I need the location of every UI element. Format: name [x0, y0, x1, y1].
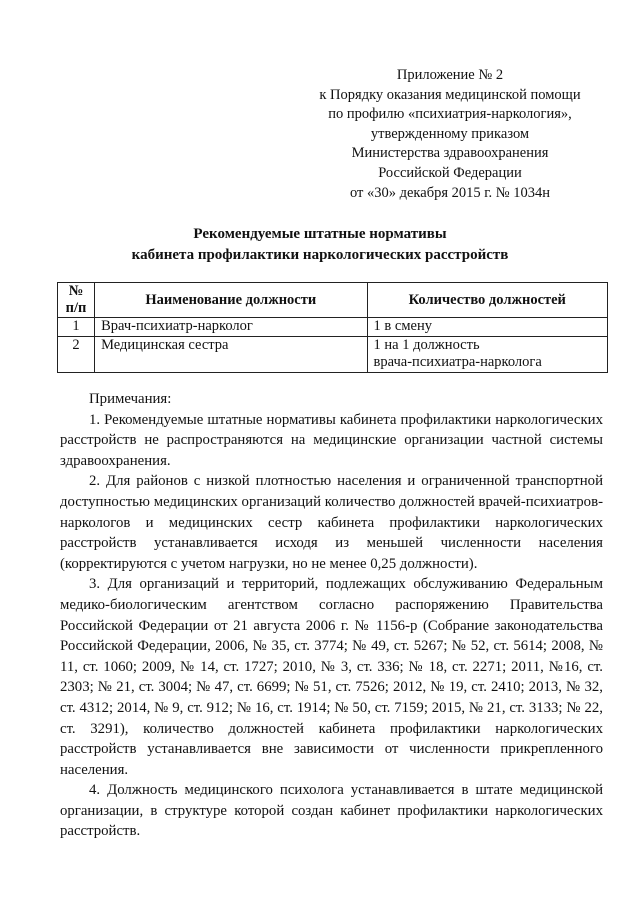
appendix-line: по профилю «психиатрия-наркология»,	[328, 106, 572, 123]
row-position-name: Медицинская сестра	[95, 336, 367, 372]
appendix-line: от «30» декабря 2015 г. № 1034н	[349, 184, 551, 201]
header-number	[58, 283, 95, 318]
notes-heading: Примечания:	[89, 391, 172, 407]
header-position-name: Наименование должности	[95, 283, 367, 318]
note-item-1: 1. Рекомендуемые штатные нормативы кабинета профилактики наркологических расстройств не распространяются на медицинские организации частной системы здравоохранения.	[60, 411, 603, 469]
row-position-count	[367, 336, 607, 372]
header-number-line-2: п/п	[65, 300, 87, 316]
row-number: 2	[58, 336, 95, 372]
appendix-line: Российской Федерации	[378, 164, 522, 181]
notes-section	[60, 389, 603, 842]
appendix-line: Приложение № 2	[396, 67, 504, 83]
count-line-1: 1 в смену	[373, 318, 432, 334]
appendix-header	[300, 66, 600, 203]
row-number: 1	[58, 318, 95, 337]
appendix-line: Министерства здравоохранения	[351, 145, 549, 162]
row-position-name: Врач-психиатр-нарколог	[95, 318, 367, 337]
table-header-row	[58, 283, 608, 318]
header-position-count: Количество должностей	[367, 283, 607, 318]
count-line-1: 1 на 1 должность	[373, 336, 480, 353]
table-row	[58, 336, 608, 372]
document-title	[60, 224, 580, 266]
table-row	[58, 318, 608, 337]
note-item-3: 3. Для организаций и территорий, подлежащих обслуживанию Федеральным медико-биологическим агентством согласно распоряжению Правительства Российской Федерации от 21 августа 2006 г. № 1156-р (Собрание законодательства Российской Федерации, 2006, № 35, ст. 3774; № 49, ст. 5267; № 52, ст. 5614; 2008, № 11, ст. 1060; 2009, № 14, ст. 1727; 2010, № 3, ст. 336; № 18, ст. 2271; 2011, №16, ст. 2303; № 21, ст. 3004; № 47, ст. 6699; № 51, ст. 7526; 2012, № 19, ст. 2410; 2013, № 32, ст. 4312; 2014, № 9, ст. 912; № 16, ст. 1914; № 50, ст. 7159; 2015, № 21, ст. 3133; № 22, ст. 3291), количество должностей кабинета профилактики наркологических расстройств устанавливается вне зависимости от численности прикрепленного населения.	[60, 576, 603, 778]
appendix-line: утвержденному приказом	[370, 125, 530, 142]
count-line-2: врача-психиатра-нарколога	[373, 354, 542, 370]
title-line-1: Рекомендуемые штатные нормативы	[193, 226, 447, 242]
title-line-2: кабинета профилактики наркологических расстройств	[131, 247, 509, 263]
note-item-2: 2. Для районов с низкой плотностью населения и ограниченной транспортной доступностью медицинских организаций количество должностей врачей-психиатров-наркологов и медицинских сестр кабинета профилактики наркологических расстройств устанавливается исходя из меньшей численности населения (корректируются с учетом нагрузки, но не менее 0,25 должности).	[60, 473, 603, 572]
staff-table	[57, 282, 608, 373]
note-item-4: 4. Должность медицинского психолога устанавливается в штате медицинской организации, в структуре которой создан кабинет профилактики наркологических расстройств.	[60, 782, 603, 840]
header-number-line-1: №	[68, 283, 84, 299]
appendix-line: к Порядку оказания медицинской помощи	[319, 86, 581, 103]
row-position-count	[367, 318, 607, 337]
